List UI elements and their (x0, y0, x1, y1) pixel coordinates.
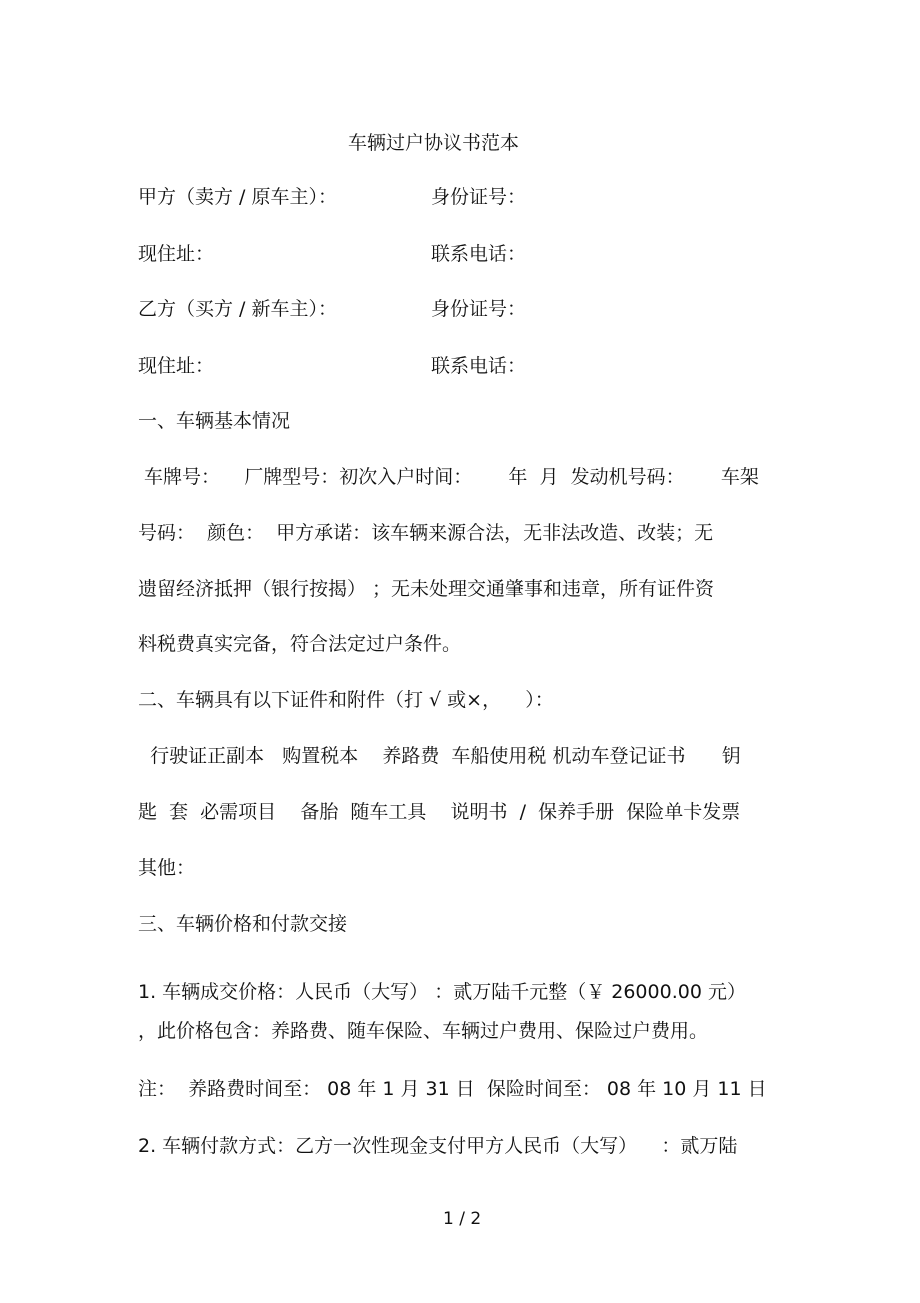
section3-line: ，此价格包含：养路费、随车保险、车辆过户费用、保险过户费用。 (138, 1020, 709, 1042)
party-b-id-label: 身份证号： (431, 298, 527, 320)
section2-line: 行驶证正副本 购置税本 养路费 车船使用税 机动车登记证书 钥 (138, 745, 741, 767)
party-a-id-label: 身份证号： (431, 186, 527, 208)
party-a-phone-label: 联系电话： (431, 243, 527, 265)
section3-line: 1. 车辆成交价格：人民币（大写） ：贰万陆千元整（￥ 26000.00 元） (138, 981, 746, 1003)
section3-line: 注： 养路费时间至： 08 年 1 月 31 日 保险时间至： 08 年 10 月 11 日 (138, 1078, 767, 1100)
party-b-label: 乙方（买方 / 新车主）： (138, 298, 337, 320)
section1-heading: 一、车辆基本情况 (138, 410, 291, 432)
document-title: 车辆过户协议书范本 (348, 132, 520, 154)
page-number: 1 / 2 (443, 1209, 482, 1229)
party-b-address-label: 现住址： (138, 355, 215, 377)
party-a-address-label: 现住址： (138, 243, 215, 265)
party-b-phone-label: 联系电话： (431, 355, 527, 377)
section2-heading: 二、车辆具有以下证件和附件（打 √ 或×， ）： (138, 689, 554, 711)
section1-line: 料税费真实完备，符合法定过户条件。 (138, 633, 462, 655)
section2-line: 匙 套 必需项目 备胎 随车工具 说明书 / 保养手册 保险单卡发票 (138, 801, 741, 823)
party-a-label: 甲方（卖方 / 原车主）： (138, 186, 337, 208)
section3-heading: 三、车辆价格和付款交接 (138, 913, 348, 935)
section1-line: 遗留经济抵押（银行按揭） ；无未处理交通肇事和违章，所有证件资 (138, 578, 715, 600)
section1-line: 号码： 颜色： 甲方承诺：该车辆来源合法，无非法改造、改装；无 (138, 522, 714, 544)
section1-line: 车牌号： 厂牌型号：初次入户时间： 年 月 发动机号码： 车架 (138, 466, 759, 488)
section2-line: 其他： (138, 857, 196, 879)
section3-line: 2. 车辆付款方式：乙方一次性现金支付甲方人民币（大写） ：贰万陆 (138, 1135, 738, 1157)
